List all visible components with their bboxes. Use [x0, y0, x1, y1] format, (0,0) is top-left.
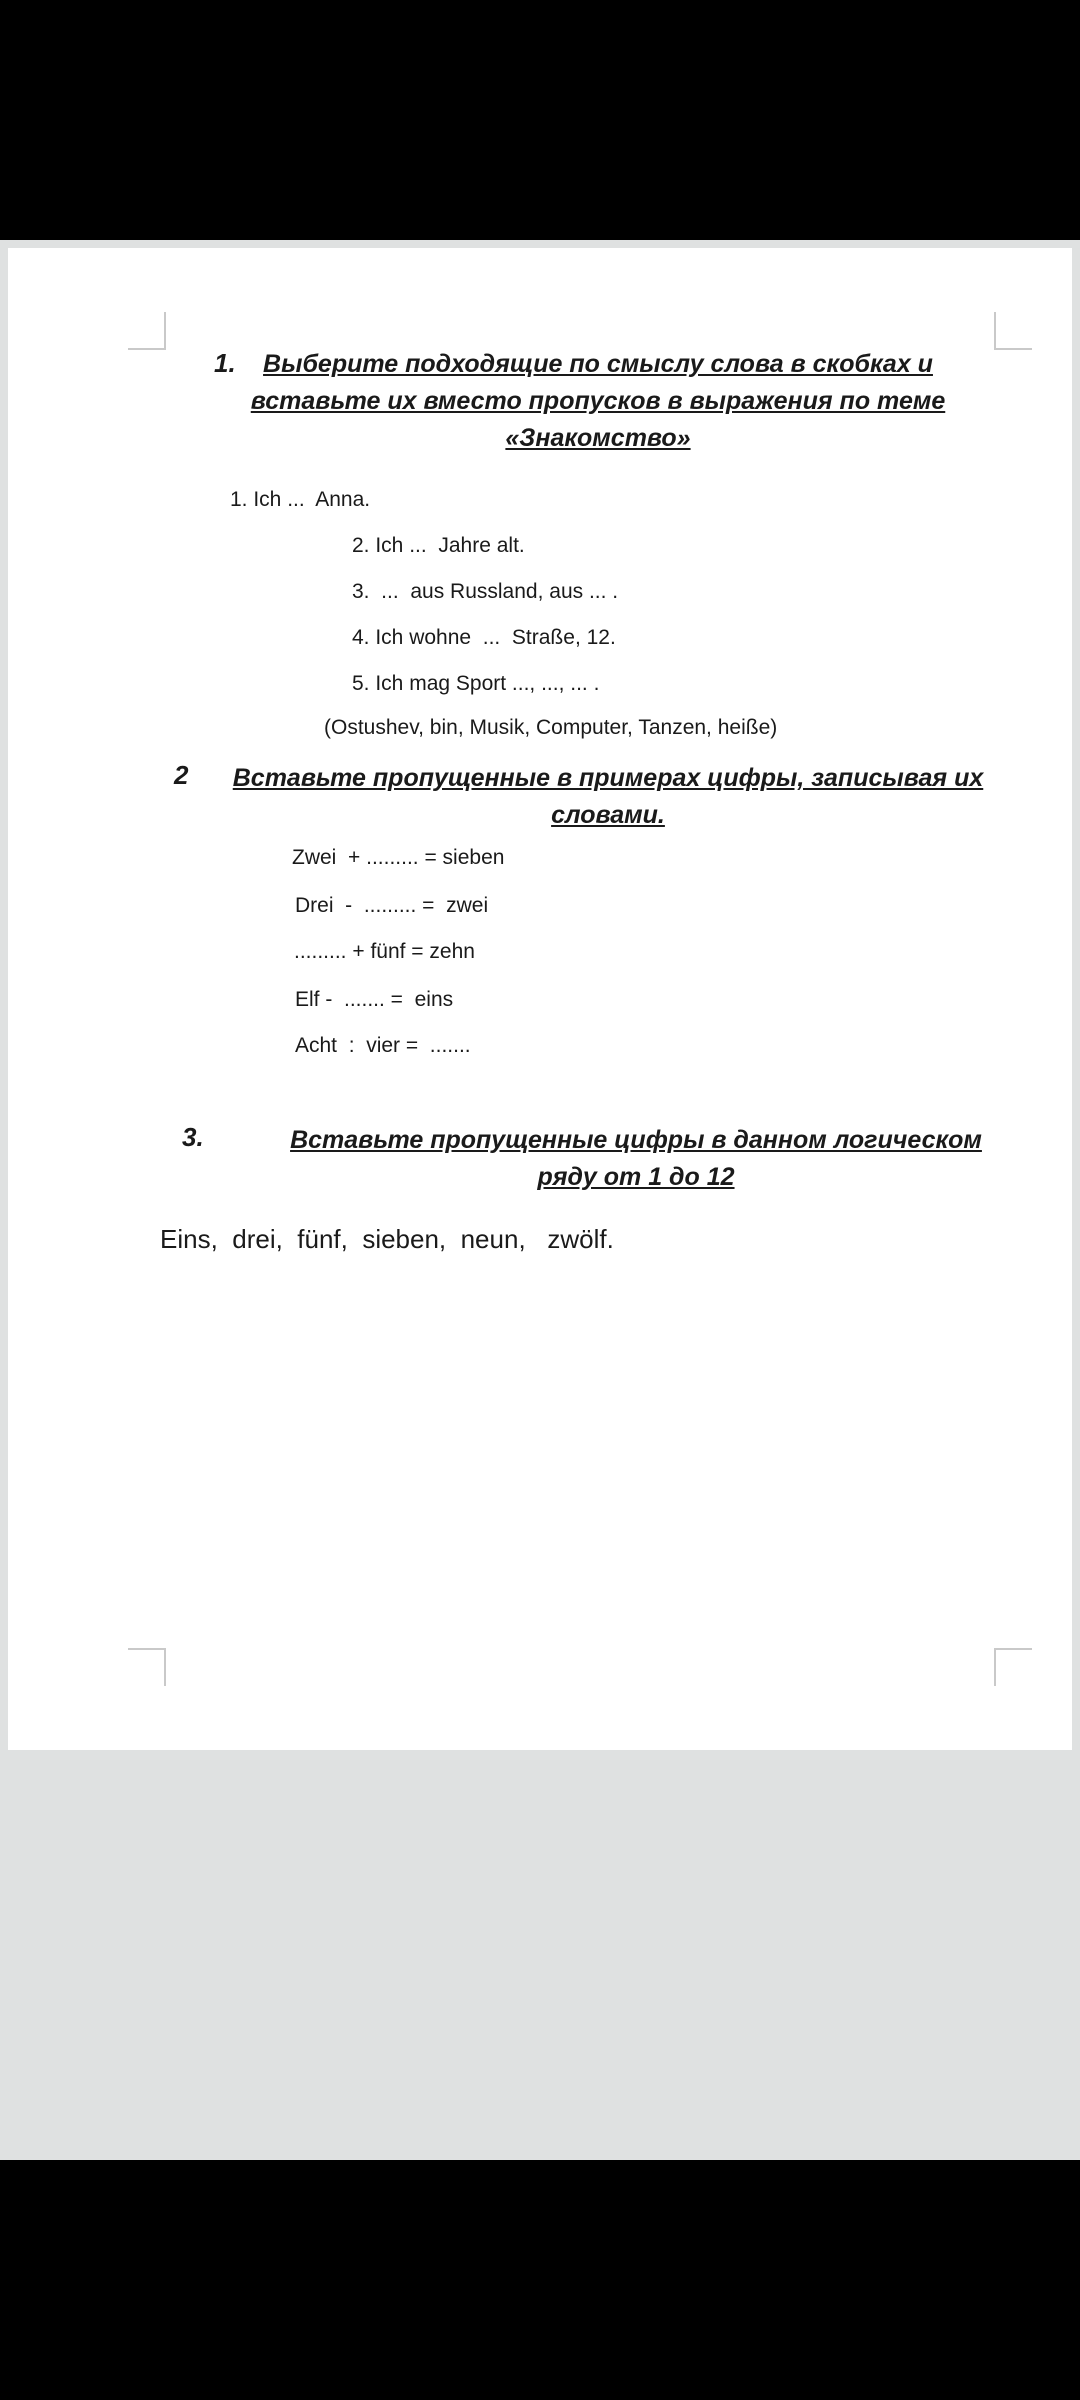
- task2-title: Вставьте пропущенные в примерах цифры, записывая их словами.: [232, 764, 984, 829]
- task1-sentence-4: 4. Ich wohne ... Straße, 12.: [352, 626, 616, 649]
- navigation-bar: [0, 2160, 1080, 2400]
- task2-line-1: Zwei + ......... = sieben: [292, 846, 505, 869]
- task1-options: (Ostushev, bin, Musik, Computer, Tanzen, heiße): [324, 716, 778, 739]
- task1-sentence-1: 1. Ich ... Anna.: [230, 488, 371, 511]
- task3-sequence: Eins, drei, fünf, sieben, neun, zwölf.: [160, 1224, 614, 1254]
- task1-sentence-5: 5. Ich mag Sport ..., ..., ... .: [352, 672, 600, 695]
- task3-number: 3.: [182, 1122, 204, 1152]
- document-page: [8, 248, 1072, 1750]
- crop-mark-bottom-left: [128, 1648, 166, 1686]
- task2-line-4: Elf - ....... = eins: [295, 988, 454, 1011]
- status-bar: [0, 0, 1080, 240]
- task2-number: 2: [174, 760, 189, 790]
- task1-sentence-2: 2. Ich ... Jahre alt.: [352, 534, 525, 557]
- task1-number: 1.: [214, 348, 236, 378]
- task2-line-3: ......... + fünf = zehn: [294, 940, 475, 963]
- crop-mark-top-left: [128, 312, 166, 350]
- crop-mark-bottom-right: [994, 1648, 1032, 1686]
- crop-mark-top-right: [994, 312, 1032, 350]
- task1-sentence-3: 3. ... aus Russland, aus ... .: [352, 580, 619, 603]
- task2-line-5: Acht : vier = .......: [295, 1034, 471, 1057]
- task1-title: Выберите подходящие по смыслу слова в скобках и вставьте их вместо пропусков в выражения по теме «Знакомство»: [250, 350, 946, 452]
- task2-line-2: Drei - ......... = zwei: [295, 894, 489, 917]
- task3-title: Вставьте пропущенные цифры в данном логическом ряду от 1 до 12: [290, 1126, 982, 1191]
